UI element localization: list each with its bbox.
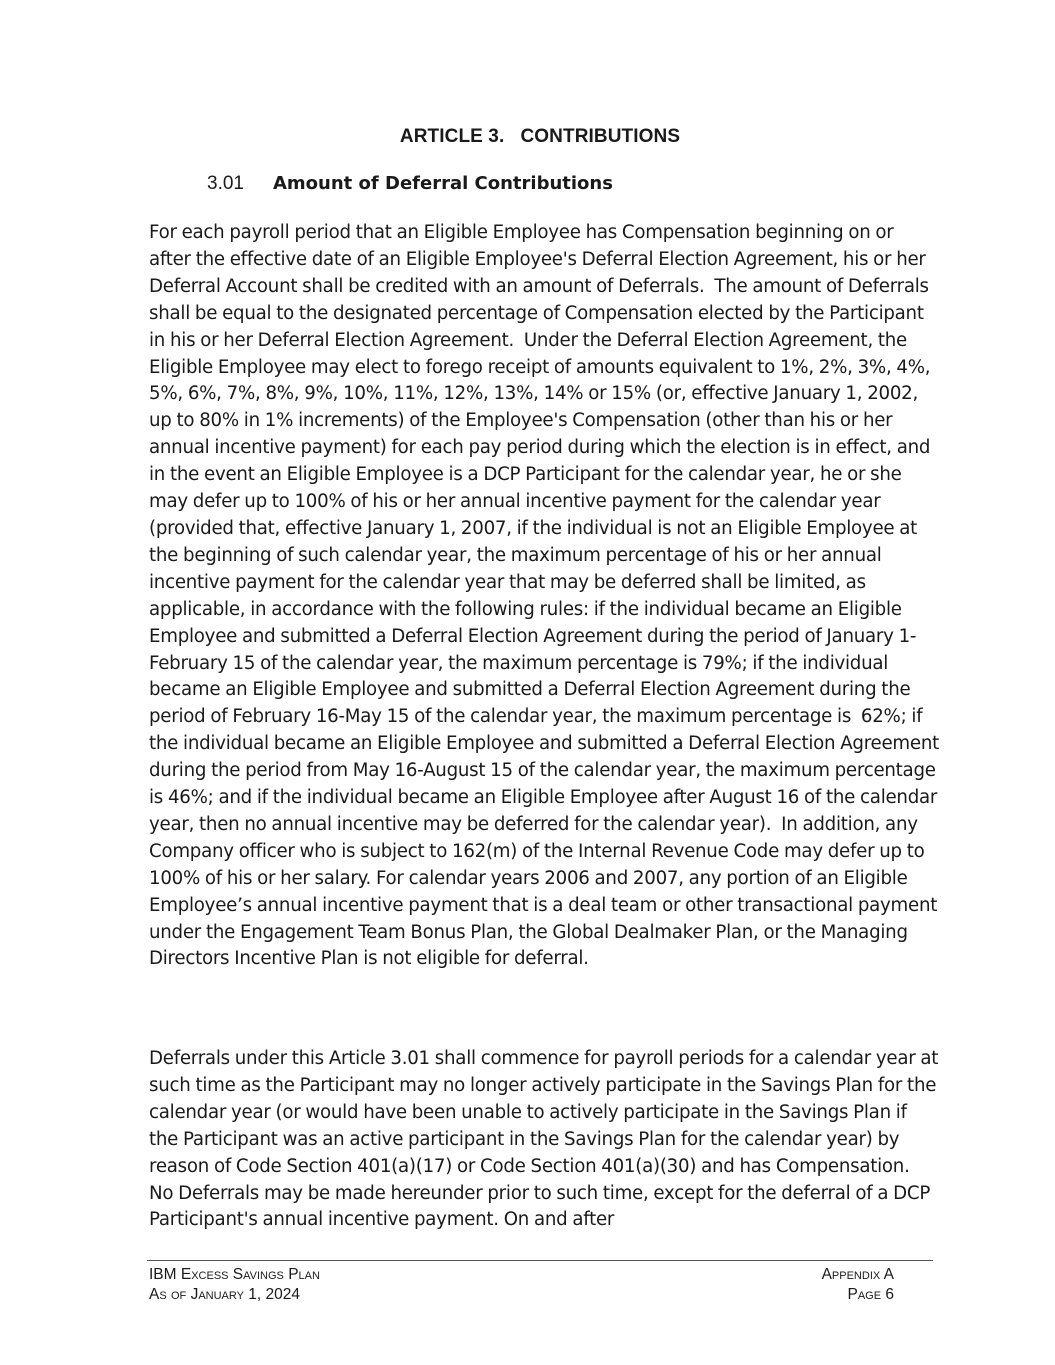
article-title: ARTICLE 3. CONTRIBUTIONS: [399, 126, 681, 147]
footer-appendix: Appendix A: [821, 1266, 894, 1283]
page-footer: [149, 1265, 894, 1305]
footer-row-1: [149, 1265, 894, 1285]
footer-effective-date: As of January 1, 2024: [149, 1286, 300, 1303]
body-paragraph-2: Deferrals under this Article 3.01 shall commence for payroll periods for a calendar year at such time as the Participant may no longer actively participate in the Savings Plan for the calendar year (or would have been unable to actively participate in the Savings Plan if the Participant was an active participant in the Savings Plan for the calendar year) by reason of Code Section 401(a)(17) or Code Section 401(a)(30) and has Compensation. No Deferrals may be made hereunder prior to such time, except for the deferral of a DCP Participant's annual incentive payment. On and after: [149, 1048, 944, 1231]
section-heading: [207, 173, 613, 195]
body-paragraph-1: For each payroll period that an Eligible Employee has Compensation beginning on or after the effective date of an Eligible Employee's Deferral Election Agreement, his or her Deferral Account shall be credited with an amount of Deferrals. The amount of Deferrals shall be equal to the designated percentage of Compensation elected by the Participant in his or her Deferral Election Agreement. Under the Deferral Election Agreement, the Eligible Employee may elect to forego receipt of amounts equivalent to 1%, 2%, 3%, 4%, 5%, 6%, 7%, 8%, 9%, 10%, 11%, 12%, 13%, 14% or 15% (or, effective January 1, 2002, up to 80% in 1% increments) of the Employee's Compensation (other than his or her annual incentive payment) for each pay period during which the election is in effect, and in the event an Eligible Employee is a DCP Participant for the calendar year, he or she may defer up to 100% of his or her annual incentive payment for the calendar year (provided that, effective January 1, 2007, if the individual is not an Eligible Employee at the beginning of such calendar year, the maximum percentage of his or her annual incentive payment for the calendar year that may be deferred shall be limited, as applicable, in accordance with the following rules: if the individual became an Eligible Employee and submitted a Deferral Election Agreement during the period of January 1-February 15 of the calendar year, the maximum percentage is 79%; if the individual became an Eligible Employee and submitted a Deferral Election Agreement during the period of February 16-May 15 of the calendar year, the maximum percentage is 62%; if the individual became an Eligible Employee and submitted a Deferral Election Agreement during the period from May 16-August 15 of the calendar year, the maximum percentage is 46%; and if the individual became an Eligible Employee after August 16 of the calendar year, then no annual incentive may be deferred for the calendar year). In addition, any Company officer who is subject to 162(m) of the Internal Revenue Code may defer up to 100% of his or her salary. For calendar years 2006 and 2007, any portion of an Eligible Employee’s annual incentive payment that is a deal team or other transactional payment under the Engagement Team Bonus Plan, the Global Dealmaker Plan, or the Managing Directors Incentive Plan is not eligible for deferral.: [149, 222, 944, 970]
footer-page-number: Page 6: [847, 1286, 894, 1303]
section-title: Amount of Deferral Contributions: [273, 173, 613, 194]
footer-row-2: [149, 1285, 894, 1305]
footer-plan-name: IBM Excess Savings Plan: [149, 1266, 320, 1283]
footer-divider: [147, 1260, 933, 1261]
section-number: 3.01: [207, 173, 244, 194]
